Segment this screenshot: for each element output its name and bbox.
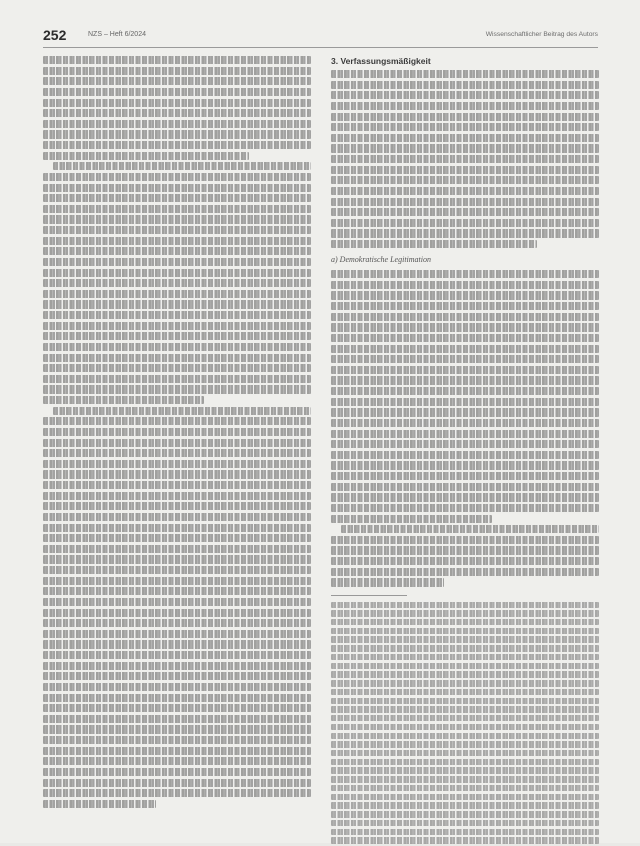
text-line — [331, 270, 599, 278]
text-line — [43, 120, 311, 128]
text-line — [43, 513, 311, 521]
text-line — [331, 302, 599, 310]
text-line — [43, 226, 311, 234]
text-line — [43, 269, 311, 277]
text-line — [43, 715, 311, 723]
text-line — [43, 768, 311, 776]
footnote-line — [331, 654, 599, 660]
footnote-line — [331, 602, 599, 608]
text-line — [43, 343, 311, 351]
footnote-line — [331, 820, 599, 826]
running-title: Wissenschaftlicher Beitrag des Autors — [485, 31, 598, 38]
text-line — [331, 536, 599, 544]
text-line — [331, 219, 599, 227]
text-line — [43, 725, 311, 733]
text-line — [331, 240, 537, 248]
text-line — [43, 428, 311, 436]
text-line — [331, 398, 599, 406]
text-line — [43, 152, 249, 160]
text-line — [43, 587, 311, 595]
text-line — [43, 619, 311, 627]
footnote-line — [331, 715, 599, 721]
footnote-line — [331, 645, 599, 651]
text-line — [43, 258, 311, 266]
text-line — [43, 385, 311, 393]
text-line — [43, 322, 311, 330]
text-line — [331, 176, 599, 184]
text-line — [43, 534, 311, 542]
footnote-line — [331, 724, 599, 730]
text-line — [331, 81, 599, 89]
text-line — [43, 704, 311, 712]
text-line — [331, 291, 599, 299]
text-line — [43, 502, 311, 510]
text-line — [331, 461, 599, 469]
footnote-line — [331, 741, 599, 747]
text-line — [53, 407, 311, 415]
text-line — [43, 237, 311, 245]
text-line — [43, 56, 311, 64]
footnote-line — [331, 706, 599, 712]
text-line — [43, 747, 311, 755]
page-number: 252 — [43, 27, 67, 43]
text-line — [43, 662, 311, 670]
text-line — [331, 376, 599, 384]
text-line — [331, 366, 599, 374]
text-line — [331, 155, 599, 163]
text-line — [43, 290, 311, 298]
text-line — [43, 205, 311, 213]
footnote-line — [331, 733, 599, 739]
right-column — [331, 56, 599, 846]
text-line — [53, 162, 311, 170]
text-line — [331, 515, 492, 523]
footnote-line — [331, 829, 599, 835]
text-line — [331, 355, 599, 363]
text-line — [341, 525, 599, 533]
text-line — [43, 300, 311, 308]
text-line — [43, 524, 311, 532]
text-line — [331, 208, 599, 216]
footnotes — [331, 602, 599, 844]
text-line — [43, 439, 311, 447]
footnote-line — [331, 698, 599, 704]
text-line — [43, 88, 311, 96]
footnote-line — [331, 689, 599, 695]
text-line — [331, 323, 599, 331]
text-line — [43, 779, 311, 787]
text-line — [331, 440, 599, 448]
footnote-line — [331, 636, 599, 642]
footnote-line — [331, 680, 599, 686]
text-line — [43, 460, 311, 468]
text-line — [331, 568, 599, 576]
text-line — [331, 546, 599, 554]
text-line — [331, 387, 599, 395]
text-line — [43, 555, 311, 563]
text-line — [43, 609, 311, 617]
footnote-line — [331, 811, 599, 817]
text-line — [43, 194, 311, 202]
text-line — [331, 408, 599, 416]
text-line — [43, 598, 311, 606]
text-line — [331, 166, 599, 174]
text-line — [43, 651, 311, 659]
text-line — [331, 123, 599, 131]
text-line — [43, 630, 311, 638]
text-line — [43, 577, 311, 585]
footnote-separator — [331, 595, 407, 596]
text-line — [43, 354, 311, 362]
footnote-line — [331, 750, 599, 756]
text-line — [331, 493, 599, 501]
text-line — [43, 789, 311, 797]
text-line — [331, 229, 599, 237]
text-line — [331, 134, 599, 142]
page-header — [43, 27, 598, 48]
text-line — [43, 375, 311, 383]
text-line — [43, 640, 311, 648]
footnote-line — [331, 785, 599, 791]
text-line — [43, 396, 204, 404]
text-line — [43, 736, 311, 744]
footnote-line — [331, 628, 599, 634]
text-line — [43, 215, 311, 223]
text-line — [43, 566, 311, 574]
text-line — [43, 184, 311, 192]
text-line — [331, 70, 599, 78]
text-line — [43, 492, 311, 500]
text-line — [331, 102, 599, 110]
text-line — [43, 279, 311, 287]
footnote-line — [331, 610, 599, 616]
text-line — [331, 345, 599, 353]
text-line — [331, 144, 599, 152]
footnote-line — [331, 663, 599, 669]
text-line — [43, 417, 311, 425]
footnote-line — [331, 671, 599, 677]
footnote-line — [331, 619, 599, 625]
text-line — [43, 311, 311, 319]
text-line — [43, 470, 311, 478]
text-line — [331, 472, 599, 480]
text-line — [43, 694, 311, 702]
text-line — [331, 91, 599, 99]
text-line — [43, 449, 311, 457]
text-line — [331, 578, 444, 586]
subsection-heading: a) Demokratische Legitimation — [331, 255, 431, 265]
text-line — [331, 187, 599, 195]
text-line — [43, 683, 311, 691]
footnote-line — [331, 759, 599, 765]
text-line — [331, 504, 599, 512]
text-line — [331, 334, 599, 342]
text-line — [43, 247, 311, 255]
text-line — [331, 557, 599, 565]
text-line — [43, 173, 311, 181]
text-line — [43, 800, 156, 808]
text-line — [43, 332, 311, 340]
left-column — [43, 56, 311, 810]
text-line — [43, 77, 311, 85]
text-line — [43, 481, 311, 489]
text-line — [331, 451, 599, 459]
text-line — [43, 99, 311, 107]
text-line — [43, 757, 311, 765]
text-line — [331, 281, 599, 289]
text-line — [331, 483, 599, 491]
text-line — [43, 672, 311, 680]
journal-reference: NZS – Heft 6/2024 — [88, 31, 146, 38]
footnote-line — [331, 767, 599, 773]
text-line — [43, 130, 311, 138]
footnote-line — [331, 794, 599, 800]
section-heading: 3. Verfassungsmäßigkeit — [331, 56, 431, 66]
text-line — [331, 198, 599, 206]
footnote-line — [331, 776, 599, 782]
text-line — [331, 113, 599, 121]
text-line — [331, 430, 599, 438]
footnote-line — [331, 802, 599, 808]
text-line — [43, 109, 311, 117]
text-line — [43, 364, 311, 372]
text-line — [43, 545, 311, 553]
text-line — [331, 419, 599, 427]
text-line — [43, 67, 311, 75]
text-line — [43, 141, 311, 149]
text-line — [331, 313, 599, 321]
